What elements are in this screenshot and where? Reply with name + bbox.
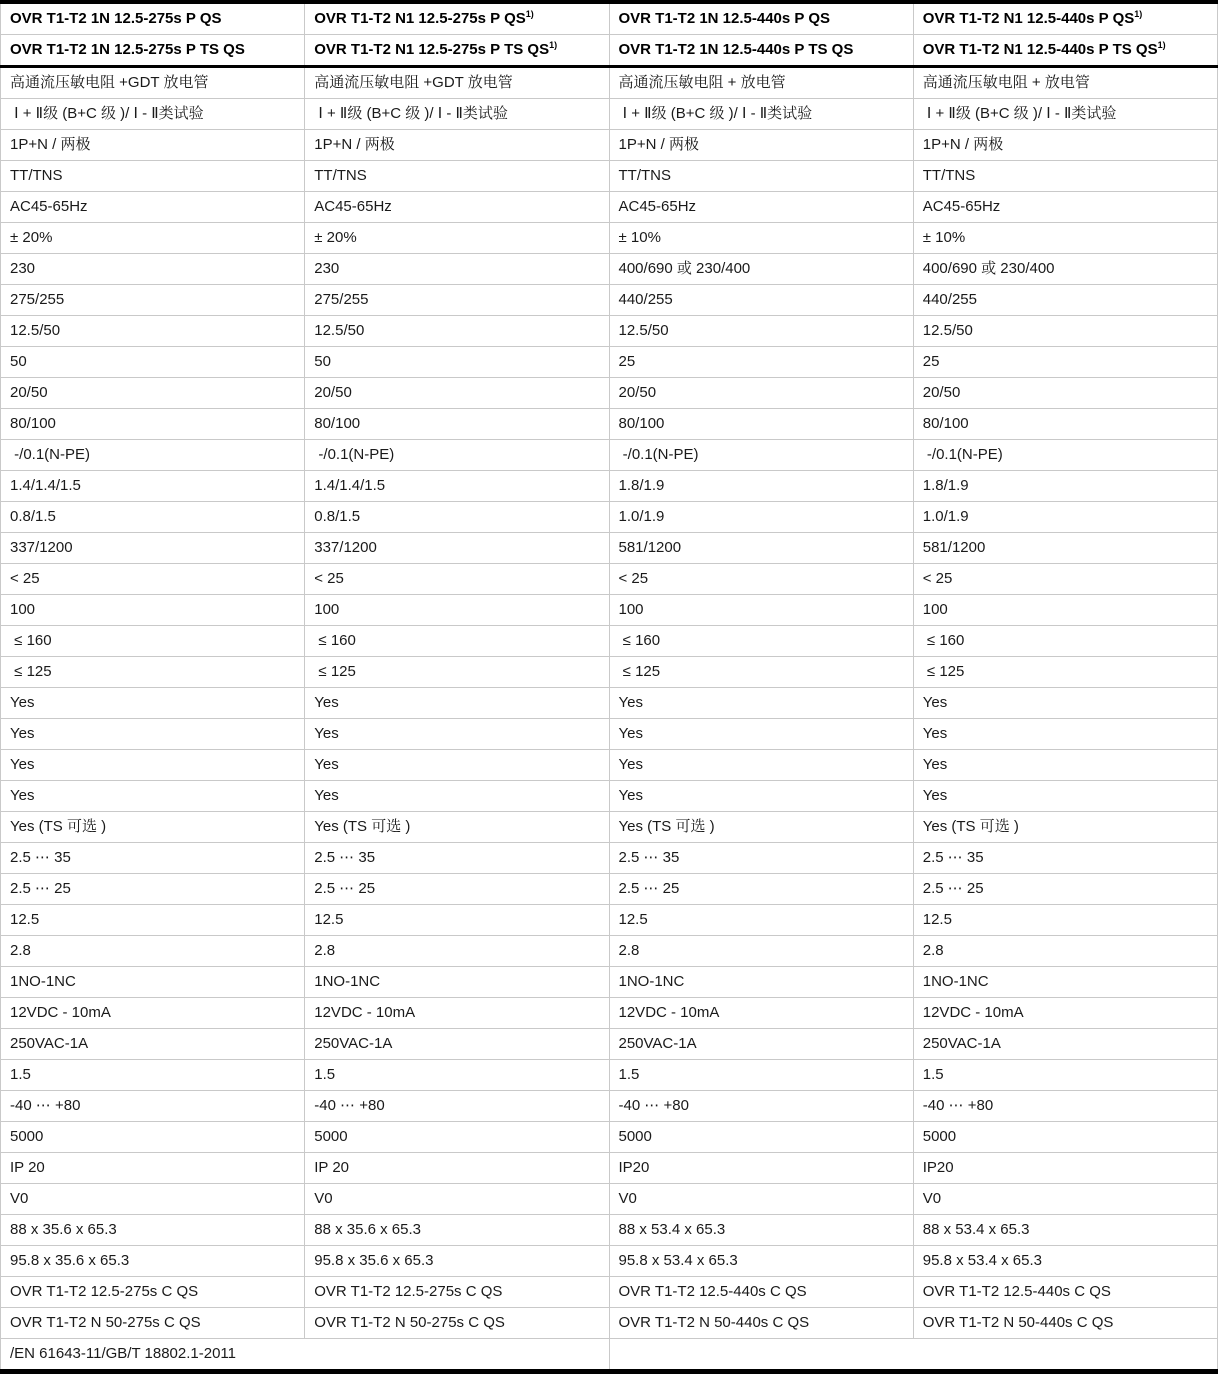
- spec-cell: -/0.1(N-PE): [609, 440, 913, 471]
- spec-row: [1, 1184, 1218, 1215]
- spec-row: [1, 1215, 1218, 1246]
- spec-row: [1, 533, 1218, 564]
- spec-cell: 5000: [913, 1122, 1217, 1153]
- model-header-cell: [609, 2, 913, 35]
- spec-cell: -40 ⋯ +80: [1, 1091, 305, 1122]
- spec-cell: Yes: [305, 719, 609, 750]
- spec-cell: 25: [913, 347, 1217, 378]
- standards-cell: /EN 61643-11/GB/T 18802.1-2011: [1, 1339, 610, 1372]
- spec-row: [1, 998, 1218, 1029]
- spec-cell: 1NO-1NC: [609, 967, 913, 998]
- spec-row: [1, 161, 1218, 192]
- spec-cell: TT/TNS: [913, 161, 1217, 192]
- spec-cell: 12VDC - 10mA: [1, 998, 305, 1029]
- spec-cell: AC45-65Hz: [913, 192, 1217, 223]
- spec-cell: IP 20: [1, 1153, 305, 1184]
- spec-row: [1, 1060, 1218, 1091]
- spec-cell: -40 ⋯ +80: [305, 1091, 609, 1122]
- spec-cell: 337/1200: [1, 533, 305, 564]
- spec-cell: 100: [1, 595, 305, 626]
- spec-cell: 1P+N / 两极: [913, 130, 1217, 161]
- table-footer: [1, 1339, 1218, 1372]
- spec-cell: 1NO-1NC: [1, 967, 305, 998]
- spec-cell: 1.0/1.9: [609, 502, 913, 533]
- model-header-cell: [305, 2, 609, 35]
- spec-row: [1, 1029, 1218, 1060]
- spec-cell: < 25: [913, 564, 1217, 595]
- spec-cell: TT/TNS: [609, 161, 913, 192]
- spec-cell: 1.8/1.9: [913, 471, 1217, 502]
- spec-cell: 20/50: [913, 378, 1217, 409]
- table-header: [1, 2, 1218, 67]
- spec-cell: Yes: [913, 781, 1217, 812]
- spec-cell: 100: [305, 595, 609, 626]
- spec-cell: 581/1200: [913, 533, 1217, 564]
- spec-row: [1, 223, 1218, 254]
- footnote-marker: 1): [1134, 9, 1143, 19]
- spec-cell: Yes: [305, 781, 609, 812]
- spec-row: [1, 564, 1218, 595]
- spec-cell: OVR T1-T2 12.5-275s C QS: [305, 1277, 609, 1308]
- spec-cell: ≤ 125: [913, 657, 1217, 688]
- spec-cell: OVR T1-T2 12.5-275s C QS: [1, 1277, 305, 1308]
- spec-cell: 1P+N / 两极: [609, 130, 913, 161]
- spec-cell: -/0.1(N-PE): [305, 440, 609, 471]
- spec-cell: 95.8 x 53.4 x 65.3: [609, 1246, 913, 1277]
- spec-cell: 2.5 ⋯ 35: [1, 843, 305, 874]
- model-name: OVR T1-T2 N1 12.5-275s P TS QS: [314, 41, 550, 58]
- spec-cell: 80/100: [305, 409, 609, 440]
- spec-cell: 1.4/1.4/1.5: [305, 471, 609, 502]
- spec-row: [1, 719, 1218, 750]
- spec-cell: ≤ 125: [305, 657, 609, 688]
- spec-cell: -/0.1(N-PE): [913, 440, 1217, 471]
- spec-cell: Yes: [1, 781, 305, 812]
- spec-cell: 80/100: [1, 409, 305, 440]
- spec-cell: Yes (TS 可选 ): [609, 812, 913, 843]
- spec-cell: 1.8/1.9: [609, 471, 913, 502]
- spec-cell: 12.5: [609, 905, 913, 936]
- spec-row: [1, 285, 1218, 316]
- model-name: OVR T1-T2 N1 12.5-440s P TS QS: [922, 41, 1158, 58]
- spec-cell: 20/50: [305, 378, 609, 409]
- spec-row: [1, 67, 1218, 99]
- spec-cell: ± 10%: [609, 223, 913, 254]
- spec-cell: Ⅰ + Ⅱ级 (B+C 级 )/ Ⅰ - Ⅱ类试验: [1, 99, 305, 130]
- model-row-2: [1, 35, 1218, 67]
- spec-cell: OVR T1-T2 12.5-440s C QS: [609, 1277, 913, 1308]
- spec-cell: 25: [609, 347, 913, 378]
- spec-cell: 275/255: [305, 285, 609, 316]
- spec-cell: ± 10%: [913, 223, 1217, 254]
- model-name: OVR T1-T2 N1 12.5-440s P QS: [922, 10, 1135, 27]
- spec-cell: 440/255: [609, 285, 913, 316]
- spec-row: [1, 874, 1218, 905]
- model-name: OVR T1-T2 N1 12.5-275s P QS: [314, 10, 526, 27]
- spec-cell: ≤ 160: [1, 626, 305, 657]
- spec-cell: Yes (TS 可选 ): [305, 812, 609, 843]
- spec-row: [1, 936, 1218, 967]
- spec-row: [1, 750, 1218, 781]
- spec-row: [1, 1153, 1218, 1184]
- model-header-cell: [913, 2, 1217, 35]
- spec-cell: 95.8 x 35.6 x 65.3: [1, 1246, 305, 1277]
- spec-cell: 400/690 或 230/400: [609, 254, 913, 285]
- spec-cell: V0: [305, 1184, 609, 1215]
- spec-row: [1, 502, 1218, 533]
- spec-row: [1, 688, 1218, 719]
- spec-cell: Ⅰ + Ⅱ级 (B+C 级 )/ Ⅰ - Ⅱ类试验: [305, 99, 609, 130]
- spec-cell: ≤ 125: [1, 657, 305, 688]
- spec-cell: -40 ⋯ +80: [913, 1091, 1217, 1122]
- spec-cell: AC45-65Hz: [1, 192, 305, 223]
- spec-cell: 12.5/50: [913, 316, 1217, 347]
- spec-cell: 高通流压敏电阻 +GDT 放电管: [1, 67, 305, 99]
- spec-cell: Yes: [913, 750, 1217, 781]
- model-header-cell: [1, 35, 305, 67]
- spec-row: [1, 130, 1218, 161]
- spec-row: [1, 99, 1218, 130]
- spec-cell: Yes: [913, 719, 1217, 750]
- spec-cell: 80/100: [913, 409, 1217, 440]
- spec-cell: IP20: [609, 1153, 913, 1184]
- spec-cell: 230: [1, 254, 305, 285]
- spec-cell: 275/255: [1, 285, 305, 316]
- spec-cell: 12.5: [913, 905, 1217, 936]
- spec-cell: 12VDC - 10mA: [305, 998, 609, 1029]
- spec-cell: 2.5 ⋯ 25: [913, 874, 1217, 905]
- spec-cell: AC45-65Hz: [609, 192, 913, 223]
- spec-cell: ≤ 125: [609, 657, 913, 688]
- spec-row: [1, 316, 1218, 347]
- spec-row: [1, 967, 1218, 998]
- spec-cell: 12VDC - 10mA: [609, 998, 913, 1029]
- spec-cell: 2.8: [305, 936, 609, 967]
- spec-cell: ≤ 160: [913, 626, 1217, 657]
- spec-cell: 2.8: [609, 936, 913, 967]
- spec-cell: -40 ⋯ +80: [609, 1091, 913, 1122]
- spec-cell: 5000: [305, 1122, 609, 1153]
- spec-cell: Yes (TS 可选 ): [913, 812, 1217, 843]
- model-header-cell: [305, 35, 609, 67]
- spec-cell: Yes: [609, 688, 913, 719]
- spec-cell: 581/1200: [609, 533, 913, 564]
- spec-cell: 2.8: [913, 936, 1217, 967]
- spec-cell: 20/50: [1, 378, 305, 409]
- spec-row: [1, 1308, 1218, 1339]
- spec-cell: V0: [913, 1184, 1217, 1215]
- spec-cell: 230: [305, 254, 609, 285]
- spec-cell: 337/1200: [305, 533, 609, 564]
- spec-cell: 12.5: [305, 905, 609, 936]
- spec-cell: 100: [913, 595, 1217, 626]
- spec-cell: Yes: [609, 750, 913, 781]
- spec-cell: 400/690 或 230/400: [913, 254, 1217, 285]
- spec-cell: 2.5 ⋯ 35: [305, 843, 609, 874]
- model-name: OVR T1-T2 1N 12.5-440s P QS: [618, 10, 830, 27]
- spec-row: [1, 1122, 1218, 1153]
- spec-cell: OVR T1-T2 N 50-440s C QS: [609, 1308, 913, 1339]
- spec-cell: 88 x 53.4 x 65.3: [913, 1215, 1217, 1246]
- spec-cell: IP20: [913, 1153, 1217, 1184]
- spec-cell: 250VAC-1A: [1, 1029, 305, 1060]
- spec-cell: Yes: [305, 688, 609, 719]
- spec-cell: 0.8/1.5: [305, 502, 609, 533]
- spec-cell: 1P+N / 两极: [305, 130, 609, 161]
- spec-cell: ≤ 160: [305, 626, 609, 657]
- spec-row: [1, 440, 1218, 471]
- spec-cell: 高通流压敏电阻 + 放电管: [609, 67, 913, 99]
- model-name: OVR T1-T2 1N 12.5-440s P TS QS: [618, 41, 854, 58]
- spec-cell: ≤ 160: [609, 626, 913, 657]
- spec-cell: 5000: [609, 1122, 913, 1153]
- spec-row: [1, 1246, 1218, 1277]
- spec-cell: V0: [609, 1184, 913, 1215]
- spec-row: [1, 626, 1218, 657]
- spec-row: [1, 347, 1218, 378]
- spec-cell: 0.8/1.5: [1, 502, 305, 533]
- spec-row: [1, 471, 1218, 502]
- spec-cell: Yes (TS 可选 ): [1, 812, 305, 843]
- spec-cell: Yes: [1, 719, 305, 750]
- footnote-marker: 1): [1157, 40, 1166, 50]
- spec-cell: V0: [1, 1184, 305, 1215]
- model-header-cell: [913, 35, 1217, 67]
- spec-row: [1, 192, 1218, 223]
- spec-cell: IP 20: [305, 1153, 609, 1184]
- spec-cell: Yes: [913, 688, 1217, 719]
- spec-row: [1, 657, 1218, 688]
- spec-cell: Yes: [305, 750, 609, 781]
- spec-cell: 250VAC-1A: [913, 1029, 1217, 1060]
- spec-cell: OVR T1-T2 N 50-275s C QS: [1, 1308, 305, 1339]
- spec-row: [1, 843, 1218, 874]
- spec-cell: 12VDC - 10mA: [913, 998, 1217, 1029]
- spec-cell: 1NO-1NC: [913, 967, 1217, 998]
- spec-cell: 88 x 35.6 x 65.3: [1, 1215, 305, 1246]
- footnote-marker: 1): [525, 9, 534, 19]
- spec-row: [1, 378, 1218, 409]
- spec-cell: 2.8: [1, 936, 305, 967]
- standards-row: [1, 1339, 1218, 1372]
- spec-cell: 50: [1, 347, 305, 378]
- spec-cell: 20/50: [609, 378, 913, 409]
- spec-cell: Yes: [609, 781, 913, 812]
- spec-cell: 12.5/50: [609, 316, 913, 347]
- spec-cell: Ⅰ + Ⅱ级 (B+C 级 )/ Ⅰ - Ⅱ类试验: [609, 99, 913, 130]
- spec-cell: 95.8 x 35.6 x 65.3: [305, 1246, 609, 1277]
- spec-cell: 1.5: [305, 1060, 609, 1091]
- spec-cell: 12.5/50: [305, 316, 609, 347]
- spec-row: [1, 812, 1218, 843]
- spec-cell: 1.5: [609, 1060, 913, 1091]
- spec-cell: 88 x 35.6 x 65.3: [305, 1215, 609, 1246]
- spec-cell: 2.5 ⋯ 25: [609, 874, 913, 905]
- spec-cell: 80/100: [609, 409, 913, 440]
- spec-row: [1, 409, 1218, 440]
- spec-cell: 95.8 x 53.4 x 65.3: [913, 1246, 1217, 1277]
- spec-cell: Yes: [1, 688, 305, 719]
- spec-cell: < 25: [1, 564, 305, 595]
- spec-cell: 88 x 53.4 x 65.3: [609, 1215, 913, 1246]
- spec-row: [1, 1091, 1218, 1122]
- spec-cell: 1.4/1.4/1.5: [1, 471, 305, 502]
- spec-cell: 2.5 ⋯ 25: [1, 874, 305, 905]
- spec-cell: 12.5: [1, 905, 305, 936]
- spec-cell: 100: [609, 595, 913, 626]
- spec-cell: 2.5 ⋯ 25: [305, 874, 609, 905]
- spec-row: [1, 1277, 1218, 1308]
- footnote-marker: 1): [549, 40, 558, 50]
- model-header-cell: [609, 35, 913, 67]
- spec-row: [1, 781, 1218, 812]
- spec-cell: 2.5 ⋯ 35: [609, 843, 913, 874]
- spec-cell: 2.5 ⋯ 35: [913, 843, 1217, 874]
- spec-row: [1, 595, 1218, 626]
- model-row-1: [1, 2, 1218, 35]
- model-name: OVR T1-T2 1N 12.5-275s P QS: [10, 10, 222, 27]
- spec-row: [1, 905, 1218, 936]
- spec-cell: -/0.1(N-PE): [1, 440, 305, 471]
- spec-cell: 5000: [1, 1122, 305, 1153]
- spec-cell: < 25: [609, 564, 913, 595]
- spec-cell: 1P+N / 两极: [1, 130, 305, 161]
- spec-cell: ± 20%: [305, 223, 609, 254]
- spec-cell: < 25: [305, 564, 609, 595]
- spec-cell: 440/255: [913, 285, 1217, 316]
- spec-cell: 1.5: [913, 1060, 1217, 1091]
- standards-empty-cell: [609, 1339, 1218, 1372]
- spec-cell: 高通流压敏电阻 +GDT 放电管: [305, 67, 609, 99]
- spec-cell: 250VAC-1A: [609, 1029, 913, 1060]
- spec-cell: 12.5/50: [1, 316, 305, 347]
- model-name: OVR T1-T2 1N 12.5-275s P TS QS: [10, 41, 245, 58]
- spec-cell: AC45-65Hz: [305, 192, 609, 223]
- spec-cell: Yes: [609, 719, 913, 750]
- spec-cell: Yes: [1, 750, 305, 781]
- spec-cell: OVR T1-T2 N 50-440s C QS: [913, 1308, 1217, 1339]
- spec-cell: 1.0/1.9: [913, 502, 1217, 533]
- spec-cell: OVR T1-T2 N 50-275s C QS: [305, 1308, 609, 1339]
- spec-cell: 1NO-1NC: [305, 967, 609, 998]
- spec-cell: OVR T1-T2 12.5-440s C QS: [913, 1277, 1217, 1308]
- spec-cell: Ⅰ + Ⅱ级 (B+C 级 )/ Ⅰ - Ⅱ类试验: [913, 99, 1217, 130]
- spec-cell: 250VAC-1A: [305, 1029, 609, 1060]
- spec-cell: ± 20%: [1, 223, 305, 254]
- spec-cell: TT/TNS: [1, 161, 305, 192]
- spec-cell: 50: [305, 347, 609, 378]
- table-body: [1, 67, 1218, 1339]
- spec-row: [1, 254, 1218, 285]
- spec-cell: TT/TNS: [305, 161, 609, 192]
- model-header-cell: [1, 2, 305, 35]
- spec-cell: 1.5: [1, 1060, 305, 1091]
- spec-cell: 高通流压敏电阻 + 放电管: [913, 67, 1217, 99]
